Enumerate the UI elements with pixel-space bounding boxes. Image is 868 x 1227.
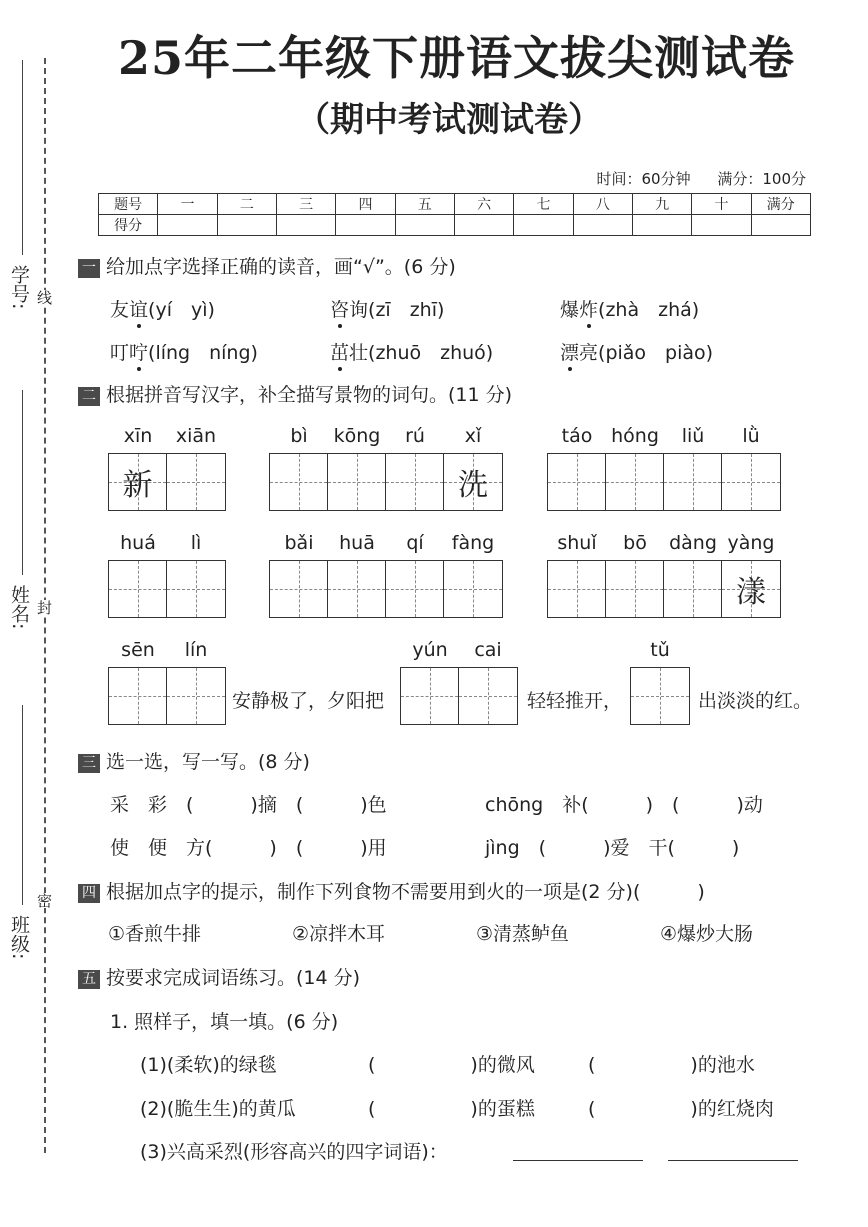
section-number-badge: 四: [78, 884, 100, 903]
section-2-heading: [78, 380, 512, 407]
pinyin-label: fàng: [451, 532, 495, 554]
s1-item-3[interactable]: [560, 295, 699, 322]
tianzige-box-group: [547, 453, 781, 511]
score-cell[interactable]: [395, 215, 454, 236]
s5-line2-blank-b[interactable]: ( )的红烧肉: [588, 1098, 774, 1120]
tianzige-cell[interactable]: [328, 454, 386, 510]
tianzige-cell[interactable]: [631, 668, 689, 724]
section-number-badge: 一: [78, 259, 100, 278]
tianzige-cell[interactable]: [606, 561, 664, 617]
s4-option-3[interactable]: ③清蒸鲈鱼: [476, 923, 570, 945]
s1-options: (líng níng): [148, 342, 258, 364]
pinyin-label: lì: [190, 532, 202, 554]
tianzige-cell[interactable]: [109, 668, 167, 724]
score-header-cell: 题号: [99, 194, 158, 215]
tianzige-cell[interactable]: [386, 561, 444, 617]
section-5-heading: [78, 963, 360, 990]
tianzige-box-group: [400, 667, 518, 725]
section-3-heading: [78, 747, 310, 774]
tianzige-cell[interactable]: [328, 561, 386, 617]
section-number-badge: 五: [78, 970, 100, 989]
tianzige-cell[interactable]: [167, 561, 225, 617]
tianzige-cell[interactable]: [386, 454, 444, 510]
score-header-cell: 二: [217, 194, 276, 215]
s1-word: 漂亮: [560, 342, 599, 364]
pinyin-label: dàng: [669, 532, 717, 554]
s1-word: 叮咛: [110, 342, 149, 364]
s5-answer-line-2[interactable]: [668, 1160, 798, 1161]
tianzige-cell[interactable]: [548, 454, 606, 510]
name-label: 姓名:: [8, 585, 30, 630]
student-id-label: 学号:: [8, 265, 30, 310]
exam-full-score: 满分：100分: [717, 170, 806, 188]
score-header-cell: 八: [573, 194, 632, 215]
tianzige-box-group: [269, 453, 503, 511]
cell-character: 新: [122, 468, 153, 503]
score-header-cell: 七: [514, 194, 573, 215]
section-3-text: 选一选，写一写。(8 分): [106, 751, 310, 773]
section-1-heading: [78, 252, 456, 279]
tianzige-cell[interactable]: [444, 561, 502, 617]
score-cell[interactable]: [276, 215, 335, 236]
student-id-blank[interactable]: [22, 60, 23, 255]
tianzige-cell[interactable]: [270, 454, 328, 510]
cell-character: 漾: [736, 575, 766, 610]
score-header-cell: 九: [632, 194, 691, 215]
tianzige-box-group: [269, 560, 503, 618]
pinyin-label: kōng: [333, 425, 381, 447]
s1-options: (zhà zhá): [598, 299, 700, 321]
exam-meta: [574, 168, 806, 189]
score-row-label: 得分: [99, 215, 158, 236]
tianzige-cell[interactable]: [459, 668, 517, 724]
pinyin-label: sēn: [121, 639, 155, 661]
pinyin-label: xiān: [175, 425, 217, 447]
tianzige-box-group: [547, 560, 781, 618]
s1-options: (zī zhī): [368, 299, 445, 321]
tianzige-cell[interactable]: [401, 668, 459, 724]
score-header-cell: 十: [692, 194, 751, 215]
class-blank[interactable]: [22, 705, 23, 905]
class-label: 班级:: [8, 915, 30, 960]
s3-row2-right[interactable]: jìng ( )爱 干( ): [485, 837, 740, 859]
s5-line3-prompt: (3)兴高采烈(形容高兴的四字词语)：: [140, 1141, 448, 1163]
pinyin-label: tǔ: [650, 639, 670, 661]
score-header-cell: 六: [454, 194, 513, 215]
score-cell[interactable]: [217, 215, 276, 236]
tianzige-cell[interactable]: [109, 454, 167, 510]
pinyin-label: yún: [412, 639, 448, 661]
page-subtitle: （期中考试测试卷）: [296, 100, 602, 140]
tianzige-cell[interactable]: [664, 561, 722, 617]
s5-line2-blank-a[interactable]: ( )的蛋糕: [368, 1098, 535, 1120]
score-cell[interactable]: [514, 215, 573, 236]
s3-row1-left[interactable]: 采 彩 ( )摘 ( )色: [110, 794, 387, 816]
s1-options: (zhuō zhuó): [368, 342, 494, 364]
s1-item-6[interactable]: [560, 338, 713, 365]
section-4-heading: [78, 877, 705, 904]
cell-character: 洗: [458, 468, 488, 503]
s1-item-4[interactable]: [110, 338, 258, 365]
s5-answer-line-1[interactable]: [513, 1160, 643, 1161]
s4-option-1[interactable]: ①香煎牛排: [108, 923, 202, 945]
tianzige-box-group: [630, 667, 690, 725]
cut-mark-seal: 封: [35, 600, 53, 615]
tianzige-box-group: [108, 453, 226, 511]
s1-word: 爆炸: [560, 299, 599, 321]
s4-option-4[interactable]: ④爆炒大肠: [660, 923, 754, 945]
score-cell[interactable]: [454, 215, 513, 236]
pinyin-label: huā: [339, 532, 375, 554]
pinyin-label: lǜ: [742, 425, 760, 447]
tianzige-cell[interactable]: [444, 454, 502, 510]
section-5-text: 按要求完成词语练习。(14 分): [106, 967, 361, 989]
tianzige-cell[interactable]: [722, 454, 780, 510]
section-1-text: 给加点字选择正确的读音，画“√”。(6 分): [106, 256, 456, 278]
cut-mark-line: 线: [35, 290, 53, 305]
section-number-badge: 二: [78, 387, 100, 406]
score-cell[interactable]: [158, 215, 217, 236]
pinyin-label: lín: [184, 639, 208, 661]
pinyin-label: bì: [290, 425, 308, 447]
s1-word: 咨询: [330, 299, 369, 321]
s2-text-end: 出淡淡的红。: [698, 690, 813, 712]
score-header-cell: 一: [158, 194, 217, 215]
score-header-cell: 三: [276, 194, 335, 215]
tianzige-box-group: [108, 667, 226, 725]
s1-item-5[interactable]: [330, 338, 493, 365]
name-blank[interactable]: [22, 390, 23, 575]
cut-mark-secret: 密: [35, 893, 53, 908]
tianzige-cell[interactable]: [167, 668, 225, 724]
pinyin-label: qí: [406, 532, 424, 554]
s5-line2-example: (2)(脆生生)的黄瓜: [140, 1098, 296, 1120]
section-number-badge: 三: [78, 754, 100, 773]
pinyin-label: rú: [405, 425, 425, 447]
tianzige-cell[interactable]: [270, 561, 328, 617]
pinyin-label: hóng: [611, 425, 659, 447]
s1-word: 茁壮: [330, 342, 369, 364]
section-2-text: 根据拼音写汉字，补全描写景物的词句。(11 分): [106, 384, 513, 406]
pinyin-label: xǐ: [464, 425, 482, 447]
s1-word: 友谊: [110, 299, 149, 321]
tianzige-cell[interactable]: [548, 561, 606, 617]
s4-option-2[interactable]: ②凉拌木耳: [292, 923, 386, 945]
score-cell[interactable]: [336, 215, 395, 236]
s2-text-after-forest: 安静极了，夕阳把: [232, 690, 385, 712]
s1-item-2[interactable]: [330, 295, 444, 322]
score-cell[interactable]: [751, 215, 810, 236]
score-cell[interactable]: [632, 215, 691, 236]
pinyin-label: táo: [561, 425, 593, 447]
score-table: [98, 193, 811, 236]
score-cell[interactable]: [692, 215, 751, 236]
score-header-cell: 四: [336, 194, 395, 215]
s1-item-1[interactable]: [110, 295, 215, 322]
pinyin-label: huá: [120, 532, 156, 554]
s2-text-after-clouds: 轻轻推开，: [527, 690, 623, 712]
tianzige-cell[interactable]: [109, 561, 167, 617]
pinyin-label: cai: [474, 639, 502, 661]
pinyin-label: xīn: [123, 425, 153, 447]
s5-line1-example: (1)(柔软)的绿毯: [140, 1054, 277, 1076]
tianzige-cell[interactable]: [722, 561, 780, 617]
score-header-cell: 五: [395, 194, 454, 215]
pinyin-label: bǎi: [284, 532, 314, 554]
score-cell[interactable]: [573, 215, 632, 236]
s1-options: (yí yì): [148, 299, 215, 321]
score-header-cell: 满分: [751, 194, 810, 215]
tianzige-box-group: [108, 560, 226, 618]
section-4-text: 根据加点字的提示，制作下列食物不需要用到火的一项是(2 分)( ): [106, 881, 705, 903]
pinyin-label: bō: [623, 532, 647, 554]
s3-row1-right[interactable]: chōng 补( ) ( )动: [485, 794, 763, 816]
s1-options: (piǎo piào): [598, 342, 714, 364]
tianzige-cell[interactable]: [606, 454, 664, 510]
pinyin-label: shuǐ: [557, 532, 597, 554]
exam-time: 时间：60分钟: [596, 170, 691, 188]
s5-line1-blank-b[interactable]: ( )的池水: [588, 1054, 755, 1076]
pinyin-label: liǔ: [681, 425, 705, 447]
page-title: 25年二年级下册语文拔尖测试卷: [117, 31, 795, 85]
score-table-header-row: [99, 194, 811, 215]
s5-line1-blank-a[interactable]: ( )的微风: [368, 1054, 535, 1076]
tianzige-cell[interactable]: [167, 454, 225, 510]
s5-question-1: 1. 照样子，填一填。(6 分): [110, 1011, 339, 1033]
pinyin-label: yàng: [727, 532, 775, 554]
tianzige-cell[interactable]: [664, 454, 722, 510]
s3-row2-left[interactable]: 使 便 方( ) ( )用: [110, 837, 387, 859]
score-table-score-row: [99, 215, 811, 236]
